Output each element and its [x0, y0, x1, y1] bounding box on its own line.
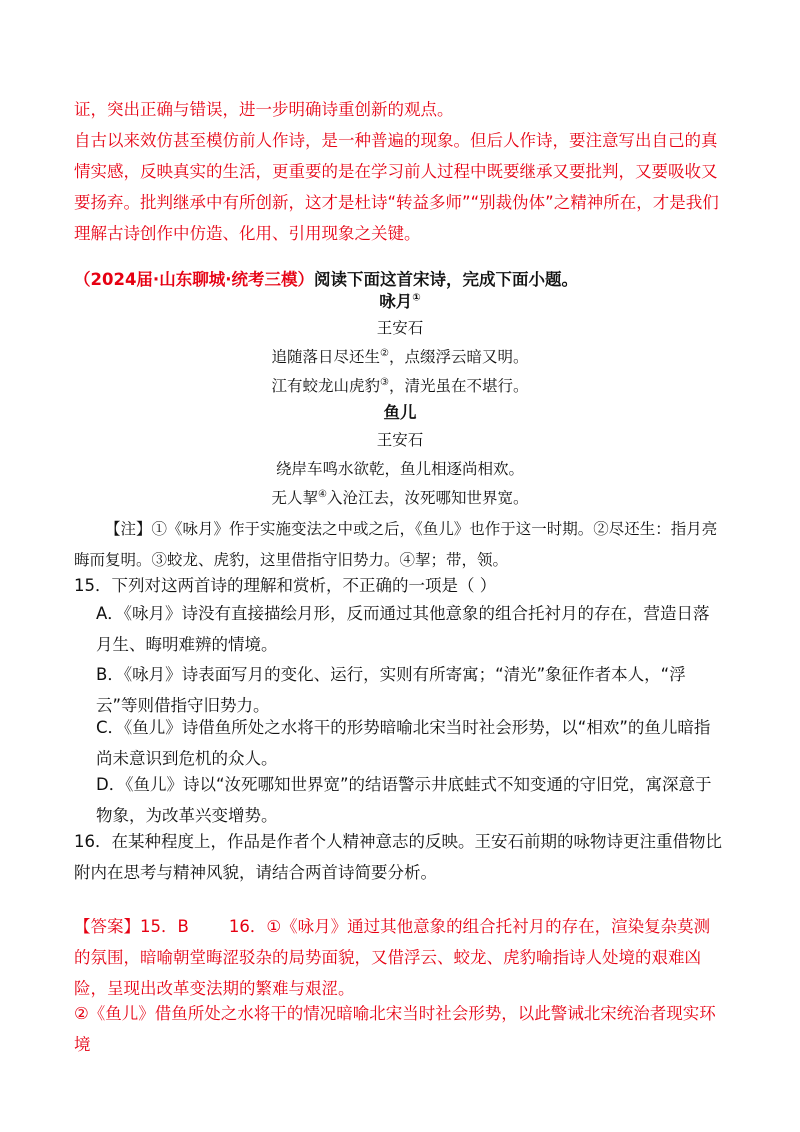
- question-source: （2024届·山东聊城·统考三模）: [74, 270, 314, 289]
- poem1-line-1-note: ②: [380, 347, 389, 359]
- q15-option-d: D．《鱼儿》诗以“汝死哪知世界宽”的结语警示井底蛙式不知变通的守旧党，寓深意于物象，为改革兴变增势。: [96, 775, 712, 825]
- poem1-line-1-a: 追随落日尽还生: [271, 348, 381, 366]
- poem1-title-text: 咏月: [379, 292, 413, 311]
- q15-option-a: A．《咏月》诗没有直接描绘月形，反而通过其他意象的组合托衬月的存在，营造日落月生、晦明难辨的情境。: [96, 604, 710, 654]
- poem1-line-1-b: ，点缀浮云暗又明。: [388, 348, 529, 366]
- poem1-author: 王安石: [376, 319, 424, 337]
- q15-stem: 15．下列对这两首诗的理解和赏析，不正确的一项是（ ）: [74, 576, 497, 595]
- q16-stem: 16．在某种程度上，作品是作者个人精神意志的反映。王安石前期的咏物诗更注重借物比附内在思考与精神风貌，请结合两首诗简要分析。: [74, 832, 722, 882]
- poem2-title: 鱼儿: [383, 403, 417, 422]
- answer-block: [74, 911, 726, 1004]
- answer-q15: 15．B: [140, 917, 189, 936]
- q15-option-b: B．《咏月》诗表面写月的变化、运行，实则有所寄寓；“清光”象征作者本人，“浮云”等则借指守旧势力。: [96, 665, 686, 715]
- explanation-paragraph: 自古以来效仿甚至模仿前人作诗，是一种普遍的现象。但后人作诗，要注意写出自己的真情实感，反映真实的生活，更重要的是在学习前人过程中既要继承又要批判，又要吸收又要扬弃。批判继承中有所创新，这才是杜诗“转益多师”“别裁伪体”之精神所在，才是我们理解古诗创作中仿造、化用、引用现象之关键。: [74, 131, 719, 243]
- poem1-line-1: [0, 343, 800, 371]
- poem1-line-2-a: 江有蛟龙山虎豹: [271, 377, 381, 395]
- poem1-title: [0, 288, 800, 316]
- poem-notes: 【注】①《咏月》作于实施变法之中或之后，《鱼儿》也作于这一时期。②尽还生：指月亮晦而复明。③蛟龙、虎豹，这里借指守旧势力。④挈；带，领。: [74, 520, 718, 569]
- poem2-line-2: [0, 484, 800, 512]
- answer-q16-part1: 16．①《咏月》通过其他意象的组合托衬月的存在，渲染复杂莫测的氛围，暗喻朝堂晦涩驳杂的局势面貌，又借浮云、蛟龙、虎豹喻指诗人处境的艰难凶险，呈现出改革变法期的繁难与艰涩。: [74, 917, 711, 998]
- poem2-line-2-a: 无人挈: [271, 489, 319, 507]
- poem1-line-2-b: ，清光虽在不堪行。: [388, 377, 529, 395]
- explanation-line-1: 证，突出正确与错误，进一步明确诗重创新的观点。: [74, 100, 454, 119]
- question-instruction: 阅读下面这首宋诗，完成下面小题。: [313, 270, 578, 289]
- answer-label: 【答案】: [74, 917, 140, 936]
- poem2-line-1: 绕岸车鸣水欲乾，鱼儿相逐尚相欢。: [275, 460, 524, 478]
- poem1-line-2: [0, 372, 800, 400]
- q15-option-c: C．《鱼儿》诗借鱼所处之水将干的形势暗喻北宋当时社会形势，以“相欢”的鱼儿暗指尚未意识到危机的众人。: [96, 718, 711, 768]
- poem2-line-2-b: 入沧江去，汝死哪知世界宽。: [326, 489, 529, 507]
- poem1-title-note: ①: [412, 292, 421, 304]
- answer-q16-part2: ②《鱼儿》借鱼所处之水将干的情况暗喻北宋当时社会形势，以此警诫北宋统治者现实环境: [74, 1004, 716, 1054]
- poem1-line-2-note: ③: [380, 376, 389, 388]
- poem2-line-2-note: ④: [318, 488, 327, 500]
- poem2-author: 王安石: [376, 431, 424, 449]
